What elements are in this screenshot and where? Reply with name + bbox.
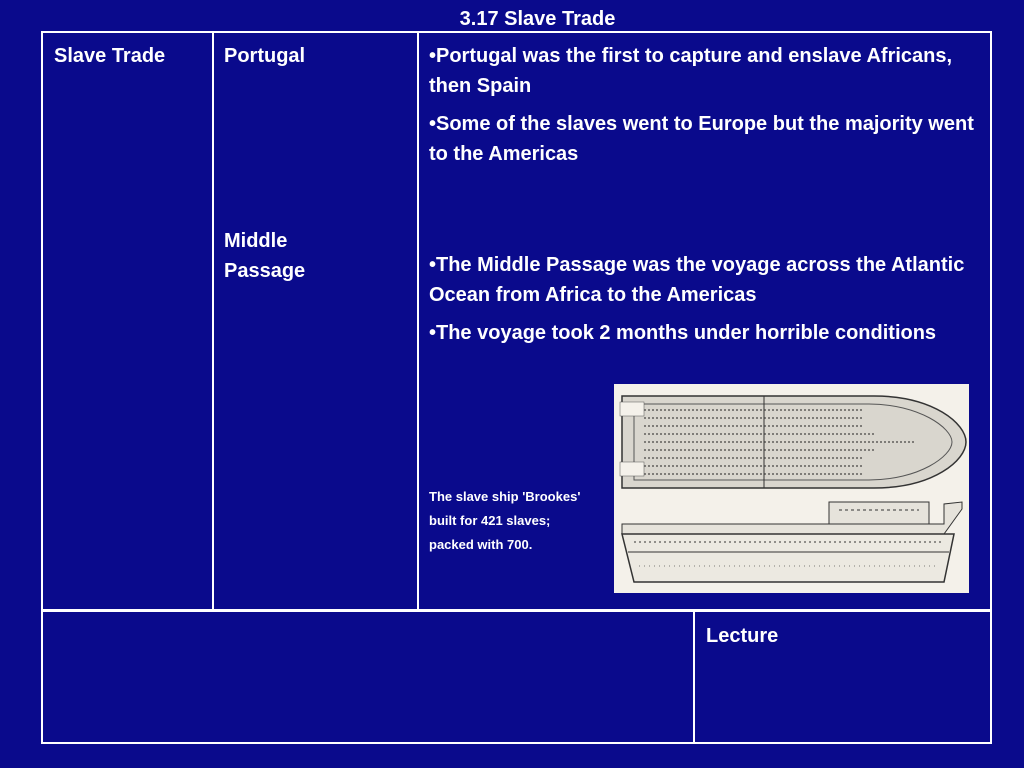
caption-line: built for 421 slaves; bbox=[429, 513, 551, 528]
caption-line: The slave ship 'Brookes' bbox=[429, 489, 581, 504]
column-divider bbox=[417, 31, 419, 611]
notes-middle-passage bbox=[429, 250, 977, 348]
ship-caption bbox=[429, 485, 580, 557]
note-bullet: •The Middle Passage was the voyage across the Atlantic Ocean from Africa to the Americas bbox=[429, 254, 965, 306]
notes-portugal bbox=[429, 41, 977, 169]
row-divider bbox=[41, 609, 992, 612]
note-bullet: •Some of the slaves went to Europe but the majority went to the Americas bbox=[429, 113, 974, 165]
slide-title: 3.17 Slave Trade bbox=[459, 8, 616, 30]
caption-line: packed with 700. bbox=[429, 537, 533, 552]
footer-label: Lecture bbox=[706, 625, 779, 647]
note-bullet: •Portugal was the first to capture and enslave Africans, then Spain bbox=[429, 45, 953, 97]
column-divider bbox=[693, 611, 695, 744]
topic-cell: Slave Trade bbox=[54, 45, 166, 67]
subtopic-middle-passage: Middle Passage bbox=[224, 230, 306, 282]
column-divider bbox=[212, 31, 214, 611]
note-bullet: •The voyage took 2 months under horrible conditions bbox=[429, 322, 937, 344]
slave-ship-diagram bbox=[614, 384, 969, 593]
subtopic-portugal: Portugal bbox=[224, 45, 306, 67]
